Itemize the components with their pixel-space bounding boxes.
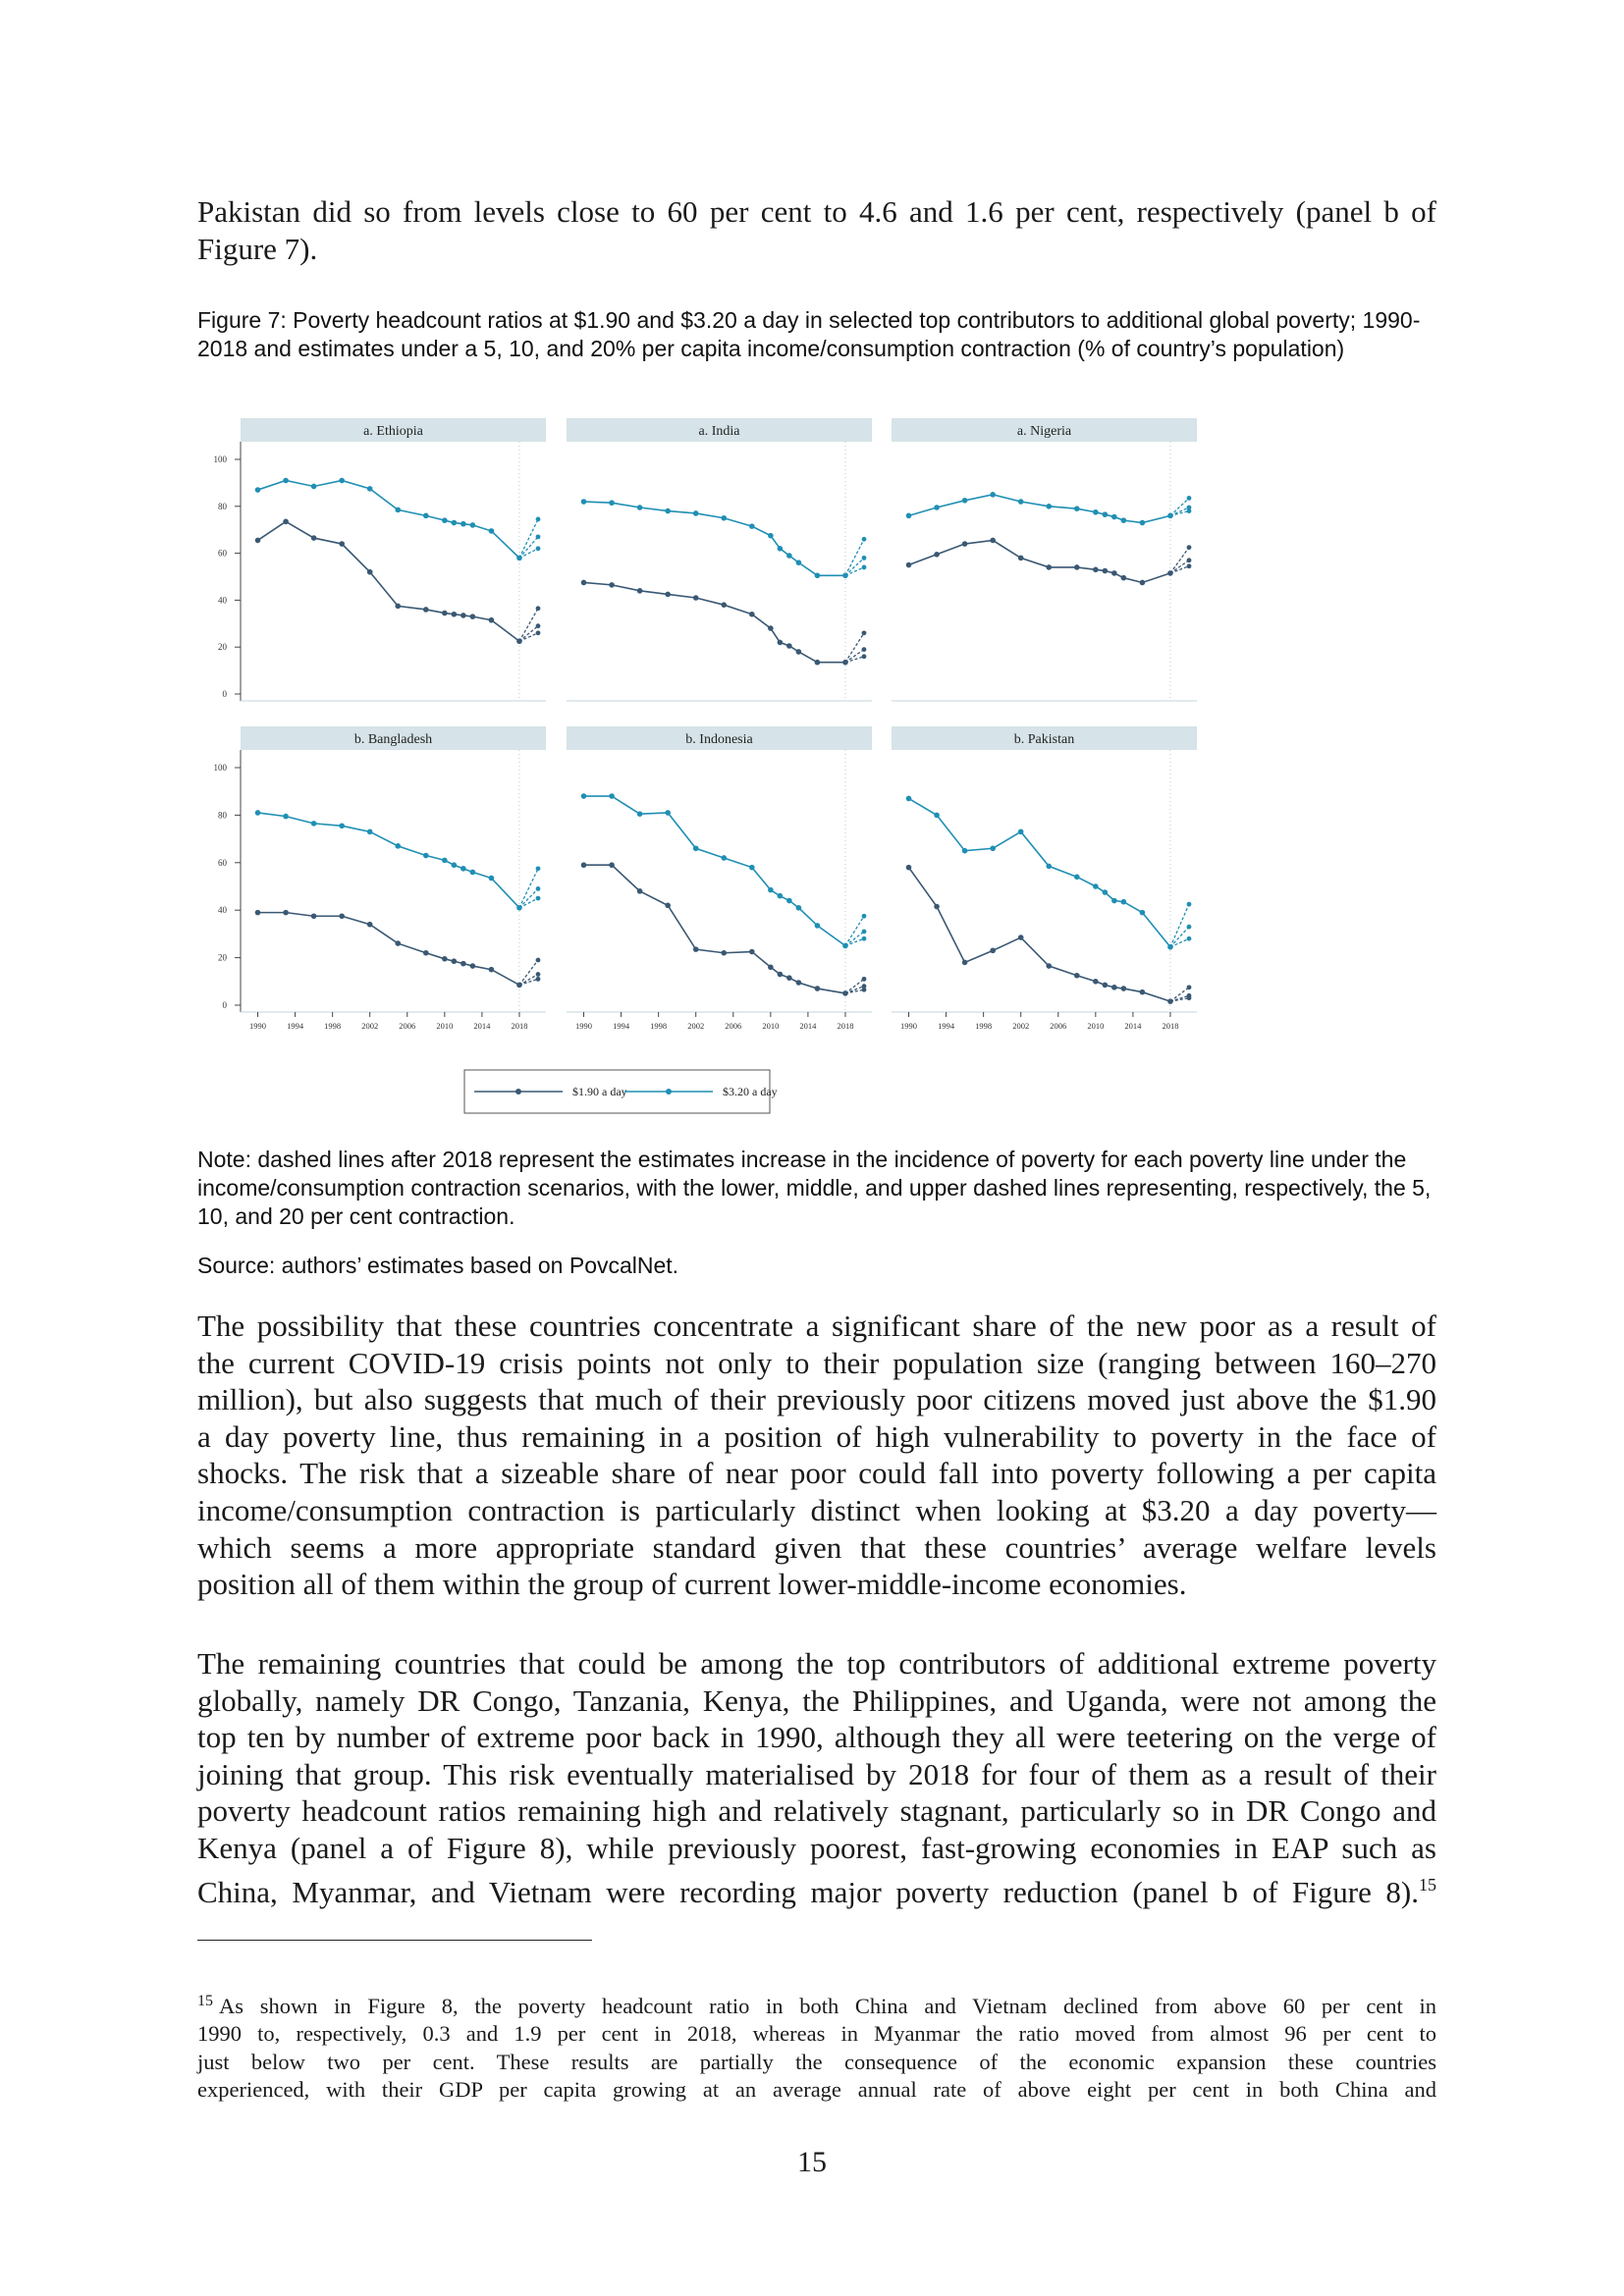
text-line: shocks. The risk that a sizeable share of near poor could fall into poverty following a per capita: [197, 1456, 1436, 1491]
text-line: Kenya (panel a of Figure 8), while previously poorest, fast-growing economies in EAP such as: [197, 1830, 1436, 1865]
data-point-190: [1093, 979, 1099, 985]
data-point-190: [1018, 934, 1024, 940]
y-tick-label: 100: [213, 763, 227, 773]
series-line-320: [258, 813, 519, 908]
x-tick-label: 2006: [725, 1021, 742, 1031]
data-point-320: [815, 923, 821, 929]
projection-point: [1187, 506, 1192, 510]
projection-line: [845, 539, 864, 575]
data-point-320: [395, 507, 401, 513]
data-point-320: [581, 499, 587, 505]
data-point-320: [367, 486, 373, 492]
footnote-reference[interactable]: 15: [1419, 1874, 1436, 1895]
x-tick-label: 1998: [324, 1021, 342, 1031]
projection-point: [536, 886, 541, 891]
data-point-190: [581, 580, 587, 586]
body-paragraph: [197, 1645, 1436, 1910]
data-point-320: [934, 813, 940, 819]
text-line: globally, namely DR Congo, Tanzania, Kenya, the Philippines, and Uganda, were not among the: [197, 1682, 1436, 1718]
footnote: [197, 1988, 1436, 2105]
series-line-190: [584, 582, 845, 662]
x-tick-label: 2010: [762, 1021, 780, 1031]
footnote-line: 1990 to, respectively, 0.3 and 1.9 per cent in 2018, whereas in Myanmar the ratio moved from almost 96 per cent to: [197, 2021, 1436, 2047]
x-tick-label: 2018: [511, 1021, 528, 1031]
panel-title: a. Nigeria: [1016, 424, 1072, 439]
data-point-320: [1111, 514, 1117, 520]
data-point-190: [815, 986, 821, 991]
data-point-320: [1111, 898, 1117, 904]
text-line: Figure 7).: [197, 231, 318, 266]
data-point-320: [609, 793, 615, 799]
data-point-320: [721, 855, 727, 861]
data-point-190: [906, 562, 912, 568]
projection-line: [845, 916, 864, 945]
data-point-320: [1046, 864, 1052, 870]
projection-point: [862, 914, 867, 919]
text-line: joining that group. This risk eventually materialised by 2018 for four of them as a result of their: [197, 1756, 1436, 1791]
data-point-320: [786, 898, 792, 904]
data-point-190: [489, 967, 495, 973]
data-point-190: [339, 541, 345, 547]
data-point-190: [1018, 556, 1024, 561]
x-tick-label: 2002: [1012, 1021, 1030, 1031]
data-point-190: [796, 980, 802, 986]
data-point-190: [962, 960, 968, 966]
footnote-line: experienced, with their GDP per capita growing at an average annual rate of above eight per cent in both China and: [197, 2077, 1436, 2103]
data-point-190: [815, 660, 821, 666]
panel-title: a. Ethiopia: [363, 424, 423, 439]
page-number: 15: [797, 2146, 827, 2178]
series-line-320: [584, 796, 845, 945]
y-tick-label: 60: [218, 548, 227, 559]
data-point-320: [1121, 517, 1127, 523]
projection-point: [536, 517, 541, 522]
x-tick-label: 2018: [837, 1021, 854, 1031]
data-point-320: [768, 533, 774, 539]
x-tick-label: 1998: [650, 1021, 668, 1031]
projection-point: [1187, 496, 1192, 501]
data-point-320: [367, 829, 373, 835]
data-point-320: [489, 876, 495, 881]
data-point-320: [452, 520, 458, 526]
x-tick-label: 2014: [799, 1021, 817, 1031]
data-point-190: [609, 582, 615, 588]
series-line-190: [258, 913, 519, 986]
data-point-320: [255, 810, 261, 816]
data-point-190: [796, 649, 802, 655]
data-point-320: [1046, 504, 1052, 509]
y-tick-label: 0: [222, 689, 227, 699]
series-line-190: [258, 521, 519, 641]
data-point-190: [442, 611, 448, 616]
panel-title: a. India: [698, 424, 740, 439]
data-point-320: [1018, 829, 1024, 835]
data-point-190: [1103, 983, 1109, 988]
projection-point: [536, 977, 541, 982]
data-point-190: [962, 541, 968, 547]
data-point-190: [367, 569, 373, 575]
text-line: poverty headcount ratios remaining high and relatively stagnant, particularly so in DR Congo and: [197, 1793, 1436, 1829]
projection-point: [536, 630, 541, 635]
x-tick-label: 1990: [249, 1021, 267, 1031]
projection-line: [845, 938, 864, 945]
data-point-190: [1046, 963, 1052, 969]
legend-label: $3.20 a day: [723, 1085, 778, 1098]
series-line-190: [909, 868, 1170, 1001]
text-line: income/consumption contraction is particularly distinct when looking at $3.20 a day poverty—: [197, 1492, 1436, 1527]
footnote-number: 15: [197, 1993, 213, 2009]
projection-line: [845, 650, 864, 663]
data-point-190: [768, 964, 774, 970]
projection-point: [862, 556, 867, 561]
projection-line: [845, 558, 864, 575]
data-point-320: [442, 858, 448, 864]
data-point-320: [786, 553, 792, 559]
text-line: Pakistan did so from levels close to 60 per cent to 4.6 and 1.6 per cent, respectively (panel b of: [197, 194, 1436, 229]
data-point-190: [367, 922, 373, 928]
projection-point: [536, 606, 541, 611]
projection-point: [536, 896, 541, 901]
data-point-320: [1074, 506, 1080, 511]
x-tick-label: 2010: [436, 1021, 454, 1031]
data-point-190: [778, 972, 784, 978]
x-tick-label: 1990: [900, 1021, 918, 1031]
data-point-190: [749, 949, 755, 955]
data-point-190: [637, 588, 643, 594]
data-point-320: [489, 528, 495, 534]
projection-point: [862, 936, 867, 941]
data-point-320: [693, 845, 699, 851]
intro-paragraph: [197, 193, 1436, 267]
data-point-190: [721, 602, 727, 608]
x-tick-label: 2014: [473, 1021, 491, 1031]
projection-point: [536, 866, 541, 871]
data-point-190: [1140, 580, 1146, 586]
data-point-320: [283, 478, 289, 484]
y-tick-label: 40: [218, 905, 227, 916]
projection-point: [536, 623, 541, 628]
projection-point: [536, 534, 541, 539]
x-tick-label: 1994: [287, 1021, 304, 1031]
data-point-190: [693, 946, 699, 952]
projection-point: [862, 654, 867, 659]
legend-label: $1.90 a day: [572, 1085, 627, 1098]
data-point-190: [1121, 986, 1127, 991]
projection-point: [862, 984, 867, 988]
data-point-320: [749, 523, 755, 529]
projection-point: [862, 565, 867, 570]
data-point-320: [778, 893, 784, 899]
data-point-190: [990, 538, 996, 544]
y-tick-label: 100: [213, 454, 227, 464]
projection-point: [862, 630, 867, 635]
figure-source: Source: authors’ estimates based on PovcalNet.: [197, 1253, 679, 1278]
figure-caption: Figure 7: Poverty headcount ratios at $1.90 and $3.20 a day in selected top contributors to additional global poverty; 1990-2018 and estimates under a 5, 10, and 20% per capita income/consumption contraction (% of country’s population): [197, 307, 1421, 361]
text-line: top ten by number of extreme poor back in 1990, although they all were teetering on the verge of: [197, 1720, 1436, 1755]
y-tick-label: 80: [218, 501, 227, 511]
data-point-320: [1140, 520, 1146, 526]
footnote-line-content: As shown in Figure 8, the poverty headcount ratio in both China and Vietnam declined from above 60 per cent in: [219, 1994, 1436, 2018]
data-point-190: [1103, 568, 1109, 574]
projection-point: [536, 972, 541, 977]
footnote-separator: [197, 1940, 592, 1941]
data-point-190: [990, 948, 996, 954]
x-tick-label: 2006: [399, 1021, 416, 1031]
data-point-320: [470, 870, 476, 876]
data-point-320: [395, 843, 401, 849]
projection-line: [1170, 927, 1189, 947]
data-point-320: [796, 560, 802, 565]
data-point-320: [990, 845, 996, 851]
data-point-190: [1046, 564, 1052, 570]
projection-point: [1187, 902, 1192, 907]
panel-title: b. Pakistan: [1013, 732, 1075, 747]
data-point-190: [768, 625, 774, 631]
data-point-320: [339, 478, 345, 484]
data-point-190: [934, 904, 940, 910]
data-point-190: [452, 612, 458, 617]
data-point-320: [460, 866, 466, 872]
data-point-190: [255, 538, 261, 544]
x-tick-label: 1994: [938, 1021, 955, 1031]
series-line-320: [909, 798, 1170, 946]
data-point-320: [423, 853, 429, 859]
data-point-320: [1140, 910, 1146, 916]
panel-title: b. Indonesia: [685, 732, 753, 747]
data-point-190: [395, 604, 401, 610]
series-line-320: [258, 481, 519, 559]
projection-point: [862, 930, 867, 934]
data-point-320: [1093, 883, 1099, 889]
data-point-320: [470, 522, 476, 528]
projection-point: [536, 546, 541, 551]
projection-point: [862, 977, 867, 982]
data-point-190: [637, 888, 643, 894]
data-point-190: [1074, 973, 1080, 979]
data-point-190: [934, 552, 940, 558]
data-point-320: [990, 492, 996, 498]
data-point-190: [786, 643, 792, 649]
data-point-190: [1093, 567, 1099, 573]
data-point-190: [609, 862, 615, 868]
series-line-190: [909, 540, 1170, 582]
data-point-320: [962, 848, 968, 854]
data-point-320: [721, 515, 727, 521]
x-tick-label: 2006: [1050, 1021, 1067, 1031]
data-point-190: [665, 592, 671, 598]
data-point-190: [283, 519, 289, 525]
data-point-190: [395, 940, 401, 946]
text-line: a day poverty line, thus remaining in a position of high vulnerability to poverty in the face of: [197, 1418, 1436, 1454]
text-line-content: China, Myanmar, and Vietnam were recording major poverty reduction (panel b of Figure 8).: [197, 1874, 1419, 1909]
x-tick-label: 2018: [1162, 1021, 1179, 1031]
data-point-320: [749, 865, 755, 871]
data-point-320: [665, 508, 671, 514]
x-tick-label: 2010: [1087, 1021, 1105, 1031]
data-point-190: [423, 607, 429, 613]
projection-point: [1187, 545, 1192, 550]
projection-line: [519, 960, 538, 985]
text-line: The possibility that these countries concentrate a significant share of the new poor as a result of: [197, 1308, 1436, 1343]
data-point-190: [489, 617, 495, 623]
data-point-320: [442, 517, 448, 523]
data-point-320: [255, 487, 261, 493]
legend-marker-190: [515, 1089, 521, 1095]
data-point-190: [255, 910, 261, 916]
projection-point: [1187, 985, 1192, 989]
data-point-320: [1074, 875, 1080, 881]
data-point-320: [962, 498, 968, 504]
data-point-320: [423, 513, 429, 519]
series-line-190: [584, 865, 845, 993]
text-line: position all of them within the group of current lower-middle-income economies.: [197, 1567, 1187, 1602]
data-point-320: [693, 510, 699, 516]
text-line: million), but also suggests that much of their previously poor citizens moved just above the $1.90: [197, 1382, 1436, 1417]
projection-point: [536, 958, 541, 963]
projection-line: [519, 609, 538, 641]
projection-point: [862, 537, 867, 542]
y-tick-label: 0: [222, 1000, 227, 1010]
figure-note: Note: dashed lines after 2018 represent the estimates increase in the incidence of poverty for each poverty line under the income/consumption contraction scenarios, with the lower, middle, and upper dashed lines representing, respectively, the 5, 10, and 20 per cent contraction.: [197, 1147, 1432, 1229]
data-point-190: [460, 613, 466, 618]
data-point-190: [423, 950, 429, 956]
data-point-320: [906, 796, 912, 802]
data-point-320: [1103, 889, 1109, 895]
data-point-320: [796, 905, 802, 911]
body-paragraph: [197, 1308, 1436, 1603]
data-point-320: [906, 513, 912, 519]
x-tick-label: 1998: [975, 1021, 993, 1031]
data-point-190: [311, 913, 317, 919]
data-point-320: [1121, 899, 1127, 905]
projection-point: [1187, 993, 1192, 998]
figure-7-chart: [191, 412, 1203, 1119]
projection-point: [862, 647, 867, 652]
data-point-320: [778, 546, 784, 552]
data-point-190: [906, 865, 912, 871]
data-point-320: [637, 505, 643, 510]
projection-point: [1187, 936, 1192, 941]
series-line-320: [584, 502, 845, 575]
data-point-190: [442, 956, 448, 962]
data-point-190: [283, 910, 289, 916]
data-point-320: [1103, 511, 1109, 517]
x-tick-label: 1994: [613, 1021, 630, 1031]
data-point-320: [311, 821, 317, 827]
data-point-190: [721, 950, 727, 956]
projection-line: [1170, 498, 1189, 515]
data-point-190: [581, 862, 587, 868]
projection-line: [845, 932, 864, 946]
data-point-190: [665, 903, 671, 909]
data-point-320: [934, 505, 940, 510]
data-point-190: [452, 958, 458, 964]
projection-point: [1187, 563, 1192, 568]
panel-title: b. Bangladesh: [353, 732, 433, 747]
data-point-320: [609, 500, 615, 506]
y-tick-label: 20: [218, 642, 227, 653]
text-line: The remaining countries that could be among the top contributors of additional extreme poverty: [197, 1646, 1436, 1681]
projection-line: [519, 888, 538, 907]
footnote-line: just below two per cent. These results are partially the consequence of the economic expansion these countries: [197, 2049, 1436, 2074]
text-line: the current COVID-19 crisis points not only to their population size (ranging between 160–270: [197, 1345, 1436, 1380]
y-tick-label: 20: [218, 952, 227, 963]
projection-point: [1187, 925, 1192, 930]
y-tick-label: 80: [218, 810, 227, 821]
data-point-190: [1074, 564, 1080, 570]
projection-line: [845, 979, 864, 993]
data-point-320: [815, 573, 821, 579]
projection-line: [519, 869, 538, 908]
footnote-line: [197, 1988, 1436, 2020]
data-point-320: [1093, 509, 1099, 515]
data-point-190: [460, 961, 466, 967]
data-point-190: [1140, 989, 1146, 995]
data-point-190: [749, 612, 755, 617]
data-point-320: [768, 887, 774, 893]
y-tick-label: 40: [218, 595, 227, 606]
data-point-190: [470, 614, 476, 619]
x-tick-label: 2002: [361, 1021, 379, 1031]
x-tick-label: 2014: [1124, 1021, 1142, 1031]
data-point-320: [452, 862, 458, 868]
data-point-190: [1111, 570, 1117, 576]
y-tick-label: 60: [218, 857, 227, 868]
projection-point: [1187, 558, 1192, 562]
data-point-320: [1018, 499, 1024, 505]
data-point-320: [311, 484, 317, 490]
projection-line: [1170, 988, 1189, 1001]
legend-marker-320: [666, 1089, 672, 1095]
data-point-190: [778, 640, 784, 646]
projection-line: [519, 519, 538, 558]
x-tick-label: 1990: [575, 1021, 593, 1031]
data-point-320: [460, 521, 466, 527]
data-point-320: [339, 823, 345, 828]
data-point-190: [339, 913, 345, 919]
data-point-190: [311, 535, 317, 541]
data-point-190: [470, 963, 476, 969]
data-point-320: [665, 810, 671, 816]
data-point-190: [693, 595, 699, 601]
text-line: which seems a more appropriate standard given that these countries’ average welfare levels: [197, 1529, 1436, 1565]
data-point-320: [283, 814, 289, 820]
x-tick-label: 2002: [687, 1021, 705, 1031]
series-line-320: [909, 495, 1170, 523]
data-point-190: [1111, 985, 1117, 990]
data-point-190: [786, 975, 792, 981]
data-point-320: [581, 793, 587, 799]
data-point-320: [637, 811, 643, 817]
data-point-190: [1121, 575, 1127, 581]
text-line: [197, 1867, 1436, 1911]
